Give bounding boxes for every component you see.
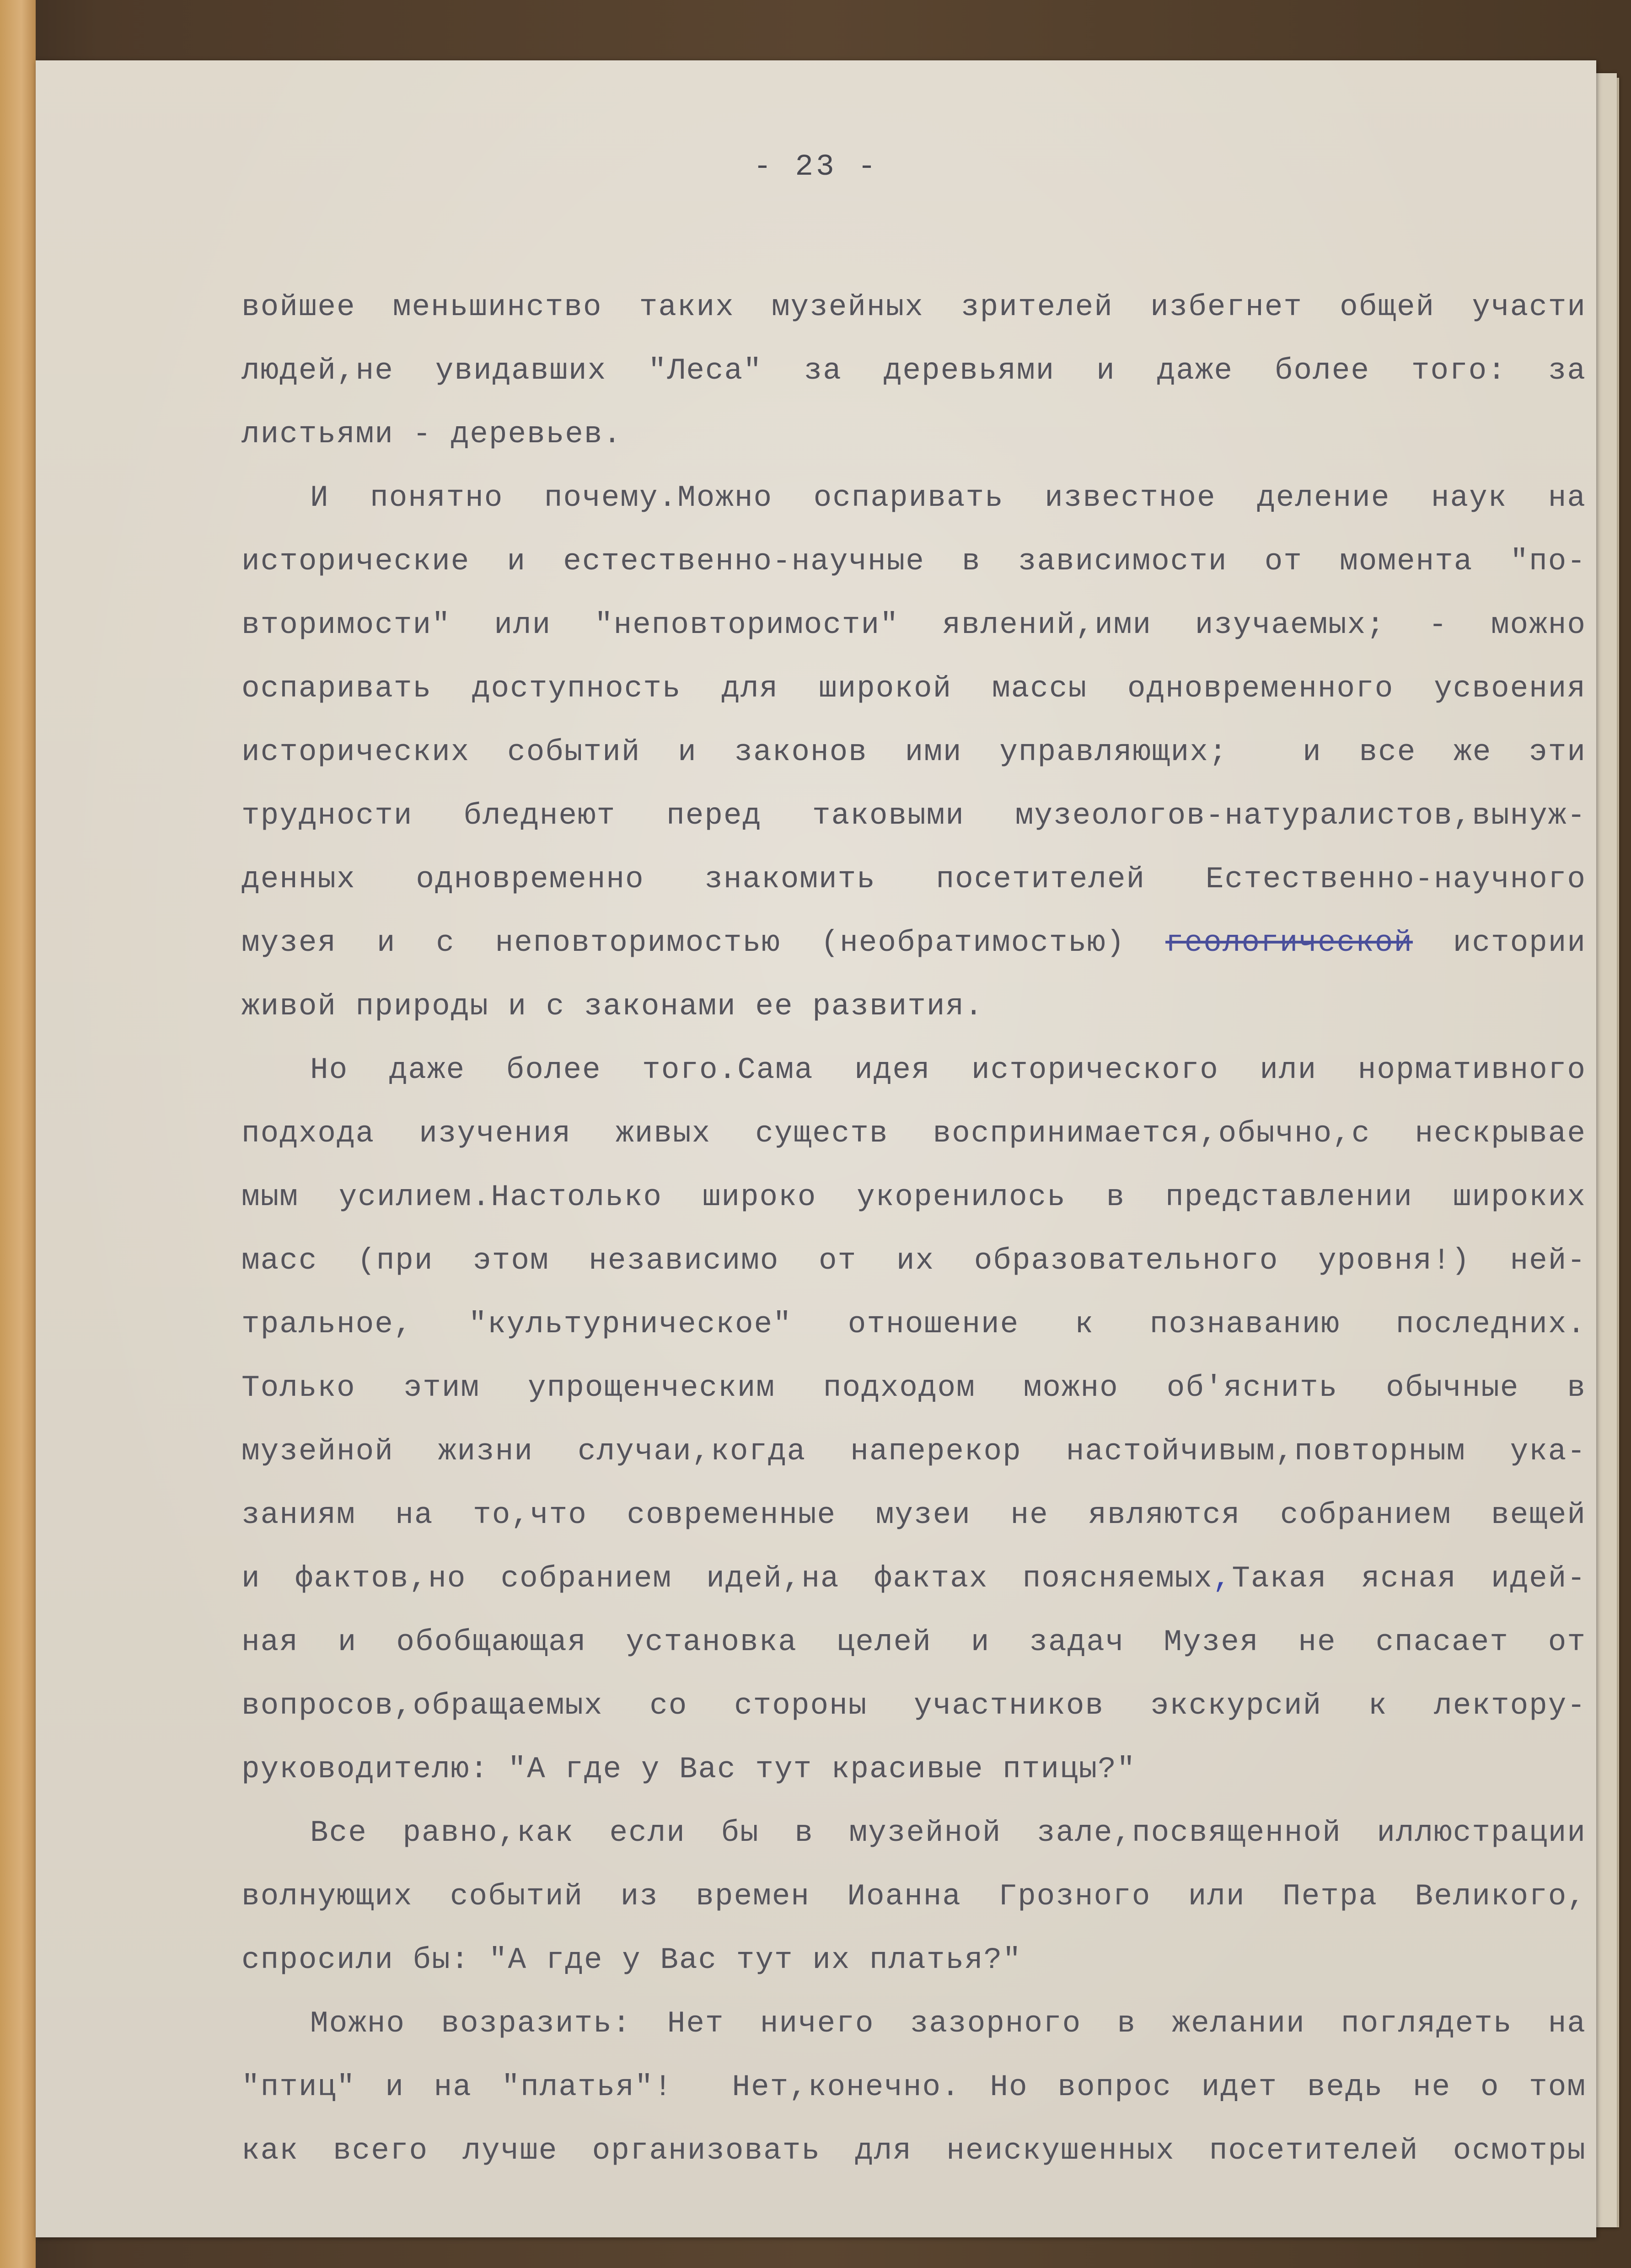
text-line: мым усилием.Настолько широко укоренилось в представлении широких [241,1180,1586,1214]
text-line-with-correction [241,911,1586,975]
text-line: тральное, "культурническое" отношение к познаванию последних. [241,1307,1586,1341]
typewritten-page [36,60,1596,2237]
text-line: вторимости" или "неповторимости" явлений,ими изучаемых; - можно [241,608,1586,642]
text-line: музейной жизни случаи,когда наперекор настойчивым,повторным ука- [241,1434,1586,1469]
text-line: ная и обобщающая установка целей и задач Музея не спасает от [241,1625,1586,1659]
text-line: живой природы и с законами ее развития. [241,989,984,1024]
text-line: денных одновременно знакомить посетителей Естественно-научного [241,862,1586,896]
text-line: Только этим упрощенческим подходом можно об'яснить обычные в [241,1371,1586,1405]
text-line: И понятно почему.Можно оспаривать известное деление наук на [310,481,1586,515]
text-line: волнующих событий из времен Иоанна Грозного или Петра Великого, [241,1879,1586,1914]
text-line: заниям на то,что современные музеи не являются собранием вещей [241,1498,1586,1532]
text-line: войшее меньшинство таких музейных зрителей избегнет общей участи [241,290,1586,324]
text-fragment: и фактов,но собранием идей,на фактах поясняемых [241,1561,1213,1596]
text-line: "птиц" и на "платья"! Нет,конечно. Но вопрос идет ведь не о том [241,2070,1586,2104]
text-line: Можно возразить: Нет ничего зазорного в желании поглядеть на [310,2006,1586,2041]
text-line: людей,не увидавших "Леса" за деревьями и даже более того: за [241,354,1586,388]
text-line: исторические и естественно-научные в зависимости от момента "по- [241,544,1586,579]
text-line: Но даже более того.Сама идея исторического или нормативного [310,1053,1586,1087]
text-line: вопросов,обращаемых со стороны участников экскурсий к лектору- [241,1689,1586,1723]
text-line: исторических событий и законов ими управляющих; и все же эти [241,735,1586,769]
text-line: как всего лучше организовать для неискушенных посетителей осмотры [241,2134,1586,2168]
text-line-with-mark [241,1547,1586,1610]
text-fragment: Такая ясная идей- [1232,1561,1586,1596]
text-line: оспаривать доступность для широкой массы одновременного усвоения [241,671,1586,706]
text-fragment: музея и с неповторимостью (необратимостью) [241,926,1166,960]
text-line: масс (при этом независимо от их образовательного уровня!) ней- [241,1244,1586,1278]
text-line: трудности бледнеют перед таковыми музеологов-натуралистов,вынуж- [241,799,1586,833]
page-number: - 23 - [753,150,879,184]
text-line: подхода изучения живых существ воспринимается,обычно,с нескрывае [241,1116,1586,1151]
text-fragment: истории [1412,926,1586,960]
struck-word: геологической [1165,926,1413,960]
folder-edge [0,0,36,2268]
ink-mark: , [1213,1561,1232,1596]
text-line: спросили бы: "А где у Вас тут их платья?" [241,1943,1022,1977]
text-line: руководителю: "А где у Вас тут красивые птицы?" [241,1752,1136,1786]
text-line: листьями - деревьев. [241,417,622,451]
page-body [241,275,1586,2182]
text-line: Все равно,как если бы в музейной зале,посвященной иллюстрации [310,1816,1586,1850]
